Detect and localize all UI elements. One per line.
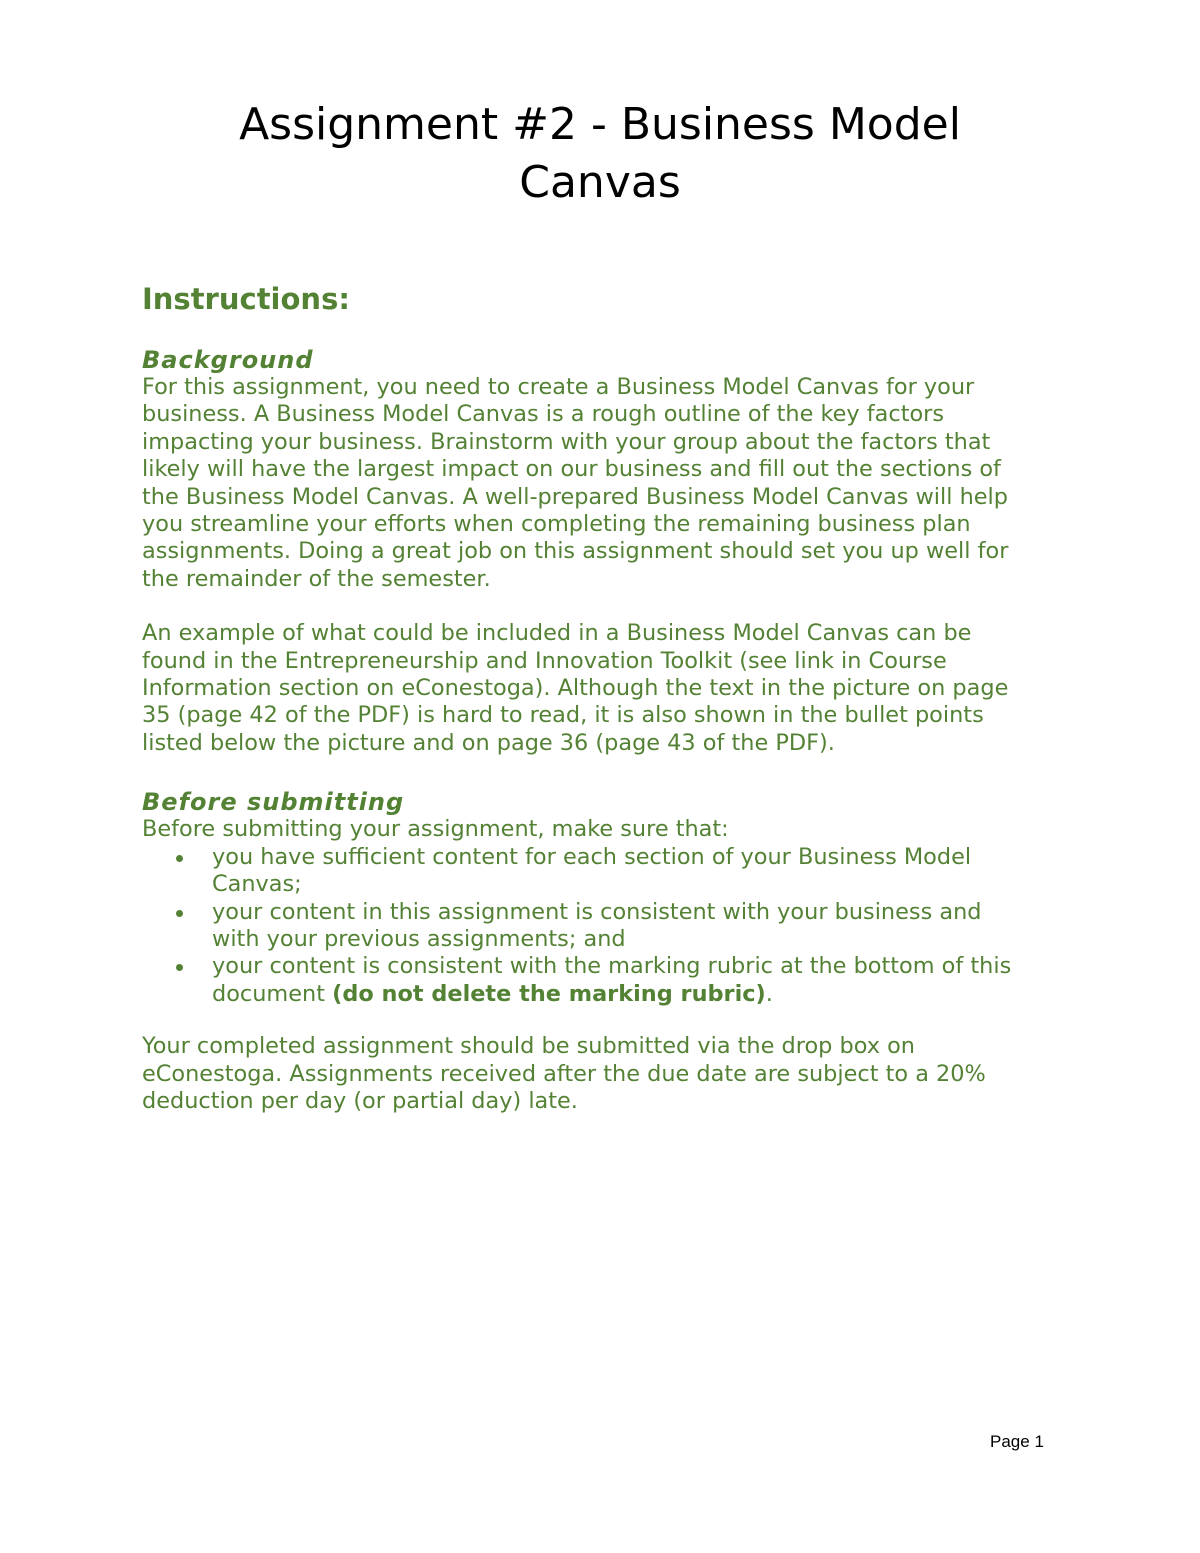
background-paragraph-2 <box>142 620 1072 757</box>
text-line: impacting your business. Brainstorm with your group about the factors that <box>142 428 991 455</box>
page-number: 1 <box>1034 1432 1044 1451</box>
title-line-2: Canvas <box>519 157 681 208</box>
text-segment: document <box>212 980 333 1007</box>
text-line: Your completed assignment should be submitted via the drop box on <box>142 1033 915 1060</box>
background-heading: Background <box>142 346 314 374</box>
text-line: likely will have the largest impact on our business and fill out the sections of <box>142 456 1001 483</box>
text-line: assignments. Doing a great job on this assignment should set you up well for <box>142 538 1009 565</box>
text-line: 35 (page 42 of the PDF) is hard to read, it is also shown in the bullet points <box>142 702 984 729</box>
text-line: you have sufficient content for each section of your Business Model <box>212 843 972 870</box>
instructions-heading: Instructions: <box>142 282 350 316</box>
text-line: you streamline your efforts when completing the remaining business plan <box>142 511 971 538</box>
text-line: eConestoga. Assignments received after the due date are subject to a 20% <box>142 1060 986 1087</box>
text-line: business. A Business Model Canvas is a rough outline of the key factors <box>142 401 945 428</box>
bullet-icon <box>176 855 183 862</box>
rubric-warning: (do not delete the marking rubric) <box>332 980 766 1007</box>
text-line: deduction per day (or partial day) late. <box>142 1087 578 1114</box>
text-line <box>212 981 1072 1008</box>
list-item <box>142 899 1072 954</box>
text-line: your content in this assignment is consistent with your business and <box>212 898 982 925</box>
page-footer <box>990 1432 1044 1452</box>
bullet-icon <box>176 910 183 917</box>
text-line: with your previous assignments; and <box>212 925 626 952</box>
text-line: Canvas; <box>212 871 302 898</box>
document-title <box>0 96 1200 212</box>
text-line: the Business Model Canvas. A well-prepared Business Model Canvas will help <box>142 483 1008 510</box>
text-line: listed below the picture and on page 36 (page 43 of the PDF). <box>142 729 835 756</box>
page-label: Page <box>990 1432 1030 1451</box>
checklist <box>142 844 1072 1008</box>
list-item <box>142 953 1072 1008</box>
text-line: Information section on eConestoga). Although the text in the picture on page <box>142 675 1009 702</box>
text-segment: . <box>765 980 773 1007</box>
text-line: found in the Entrepreneurship and Innovation Toolkit (see link in Course <box>142 647 947 674</box>
text-line: An example of what could be included in a Business Model Canvas can be <box>142 620 972 647</box>
text-line: the remainder of the semester. <box>142 565 491 592</box>
closing-paragraph <box>142 1033 1072 1115</box>
document-body <box>142 280 1072 1115</box>
text-line: For this assignment, you need to create a Business Model Canvas for your <box>142 374 975 400</box>
bullet-icon <box>176 964 183 971</box>
background-paragraph-1 <box>142 374 1072 593</box>
before-submitting-heading: Before submitting <box>142 788 405 817</box>
text-line: your content is consistent with the marking rubric at the bottom of this <box>212 953 1012 980</box>
list-item <box>142 844 1072 899</box>
before-submitting-intro: Before submitting your assignment, make sure that: <box>142 816 729 843</box>
title-line-1: Assignment #2 - Business Model <box>239 99 961 150</box>
